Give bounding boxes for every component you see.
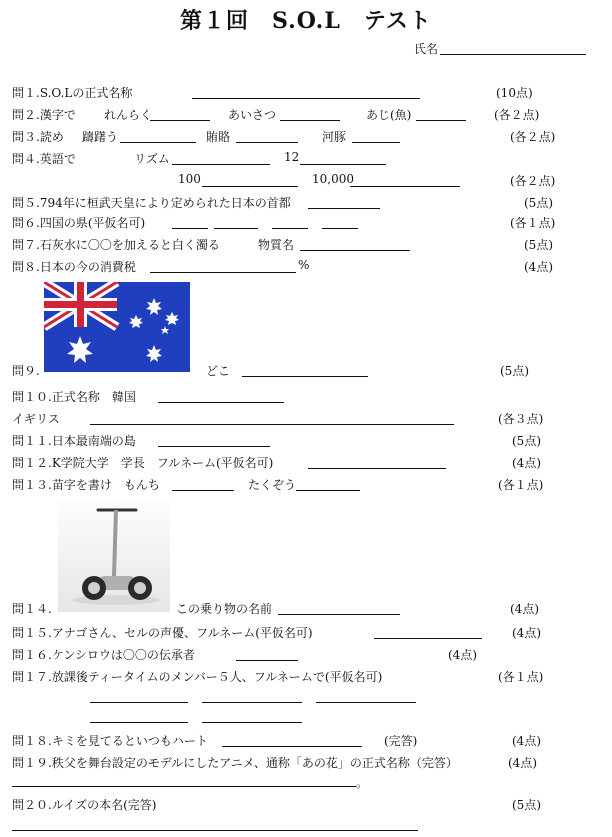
- q3-points: (各２点): [510, 130, 556, 144]
- name-label: 氏名: [414, 42, 439, 56]
- q2-word-2: あいさつ: [228, 108, 277, 122]
- q3-answer-3[interactable]: [352, 142, 400, 143]
- q12-answer[interactable]: [308, 468, 446, 469]
- q15-answer[interactable]: [374, 638, 482, 639]
- q4-answer-2[interactable]: [300, 164, 386, 165]
- q17-label: 問１７.放課後ティータイムのメンバー５人、フルネームで(平仮名可): [12, 670, 383, 684]
- q9-points: (5点): [500, 364, 529, 378]
- q15-points: (4点): [512, 626, 541, 640]
- q11-points: (5点): [512, 434, 541, 448]
- q4-answer-3[interactable]: [202, 186, 298, 187]
- q4-answer-4[interactable]: [350, 186, 460, 187]
- q6-points: (各１点): [510, 216, 556, 230]
- q4-label: 問４.英語で: [12, 152, 76, 166]
- q9-label: 問９.: [12, 364, 40, 378]
- q3-word-1: 躊躇う: [82, 130, 119, 144]
- q2-answer-2[interactable]: [280, 120, 340, 121]
- q20-answer[interactable]: [12, 830, 418, 831]
- q11-answer[interactable]: [158, 446, 270, 447]
- q13-answer-2[interactable]: [296, 490, 360, 491]
- q9-answer[interactable]: [242, 376, 368, 377]
- q20-points: (5点): [512, 798, 541, 812]
- q19-answer[interactable]: [12, 786, 356, 787]
- q10-label-2: イギリス: [12, 412, 60, 426]
- q8-unit: %: [298, 258, 310, 272]
- q11-label: 問１１.日本最南端の島: [12, 434, 136, 448]
- q2-answer-1[interactable]: [150, 120, 210, 121]
- q6-answer-3[interactable]: [272, 228, 308, 229]
- q4-word-1: リズム: [134, 152, 170, 166]
- q13-points: (各１点): [498, 478, 544, 492]
- q3-answer-1[interactable]: [120, 142, 196, 143]
- q17-answer-4[interactable]: [90, 722, 188, 723]
- q10-label: 問１０.正式名称 韓国: [12, 390, 136, 404]
- q10-answer-2[interactable]: [90, 424, 454, 425]
- q1-points: (10点): [496, 86, 533, 100]
- q5-answer[interactable]: [308, 208, 380, 209]
- q7-answer[interactable]: [300, 250, 410, 251]
- q16-points: (4点): [448, 648, 477, 662]
- q18-label: 問１８.キミを見てるといつもハート: [12, 734, 208, 748]
- q4-word-2: 12: [284, 150, 300, 164]
- q14-extra: この乗り物の名前: [176, 602, 273, 616]
- q13-answer-1[interactable]: [172, 490, 234, 491]
- q8-points: (4点): [524, 260, 553, 274]
- q19-label: 問１９.秩父を舞台設定のモデルにしたアニメ、通称「あの花」の正式名称（完答）: [12, 756, 458, 770]
- q4-word-3: 100: [178, 172, 201, 186]
- segway-image: [58, 500, 170, 612]
- q7-points: (5点): [524, 238, 553, 252]
- q14-answer[interactable]: [278, 614, 400, 615]
- australia-flag-image: [44, 282, 190, 372]
- q10-answer-1[interactable]: [158, 402, 284, 403]
- q6-answer-2[interactable]: [214, 228, 258, 229]
- q4-word-4: 10,000: [312, 172, 354, 186]
- q4-answer-1[interactable]: [172, 164, 270, 165]
- q14-points: (4点): [510, 602, 539, 616]
- q8-answer[interactable]: [150, 272, 296, 273]
- name-field[interactable]: [440, 54, 586, 55]
- q7-label: 問７.石灰水に〇〇を加えると白く濁る: [12, 238, 220, 252]
- q4-points: (各２点): [510, 174, 556, 188]
- q6-answer-1[interactable]: [172, 228, 208, 229]
- q16-label: 問１６.ケンシロウは〇〇の伝承者: [12, 648, 195, 662]
- q18-extra: (完答): [384, 734, 418, 748]
- q18-answer[interactable]: [222, 746, 362, 747]
- q2-points: (各２点): [494, 108, 540, 122]
- q14-label: 問１４.: [12, 602, 52, 616]
- q10-points: (各３点): [498, 412, 544, 426]
- q16-answer[interactable]: [236, 660, 298, 661]
- q1-answer[interactable]: [192, 98, 420, 99]
- q9-extra: どこ: [206, 364, 231, 378]
- q6-answer-4[interactable]: [322, 228, 358, 229]
- q12-label: 問１２.K学院大学 学長 フルネーム(平仮名可): [12, 456, 274, 470]
- q2-label: 問２.漢字で: [12, 108, 76, 122]
- page-title: 第１回 S.O.L テスト: [180, 8, 432, 34]
- q1-label: 問１.S.O.Lの正式名称: [12, 86, 133, 100]
- q13-label: 問１３.苗字を書け もんち: [12, 478, 160, 492]
- q17-answer-1[interactable]: [90, 702, 188, 703]
- q18-points: (4点): [512, 734, 541, 748]
- q8-label: 問８.日本の今の消費税: [12, 260, 136, 274]
- q17-answer-5[interactable]: [202, 722, 302, 723]
- q3-word-2: 賄賂: [206, 130, 231, 144]
- q7-extra: 物質名: [258, 238, 295, 252]
- q3-answer-2[interactable]: [236, 142, 298, 143]
- q5-label: 問５.794年に桓武天皇により定められた日本の首都: [12, 196, 291, 210]
- q6-label: 問６.四国の県(平仮名可): [12, 216, 146, 230]
- q17-answer-2[interactable]: [202, 702, 302, 703]
- q2-word-1: れんらく: [104, 108, 153, 122]
- q19-end: 。: [356, 776, 369, 790]
- q20-label: 問２０.ルイズの本名(完答): [12, 798, 157, 812]
- q12-points: (4点): [512, 456, 541, 470]
- q3-word-3: 河豚: [322, 130, 347, 144]
- q3-label: 問３.読め: [12, 130, 64, 144]
- q17-points: (各１点): [498, 670, 544, 684]
- q2-answer-3[interactable]: [416, 120, 466, 121]
- q5-points: (5点): [524, 196, 553, 210]
- q13-extra: たくぞう: [248, 478, 297, 492]
- q2-word-3: あじ(魚): [366, 108, 412, 122]
- q15-label: 問１５.アナゴさん、セルの声優、フルネーム(平仮名可): [12, 626, 313, 640]
- q19-points: (4点): [508, 756, 537, 770]
- q17-answer-3[interactable]: [316, 702, 416, 703]
